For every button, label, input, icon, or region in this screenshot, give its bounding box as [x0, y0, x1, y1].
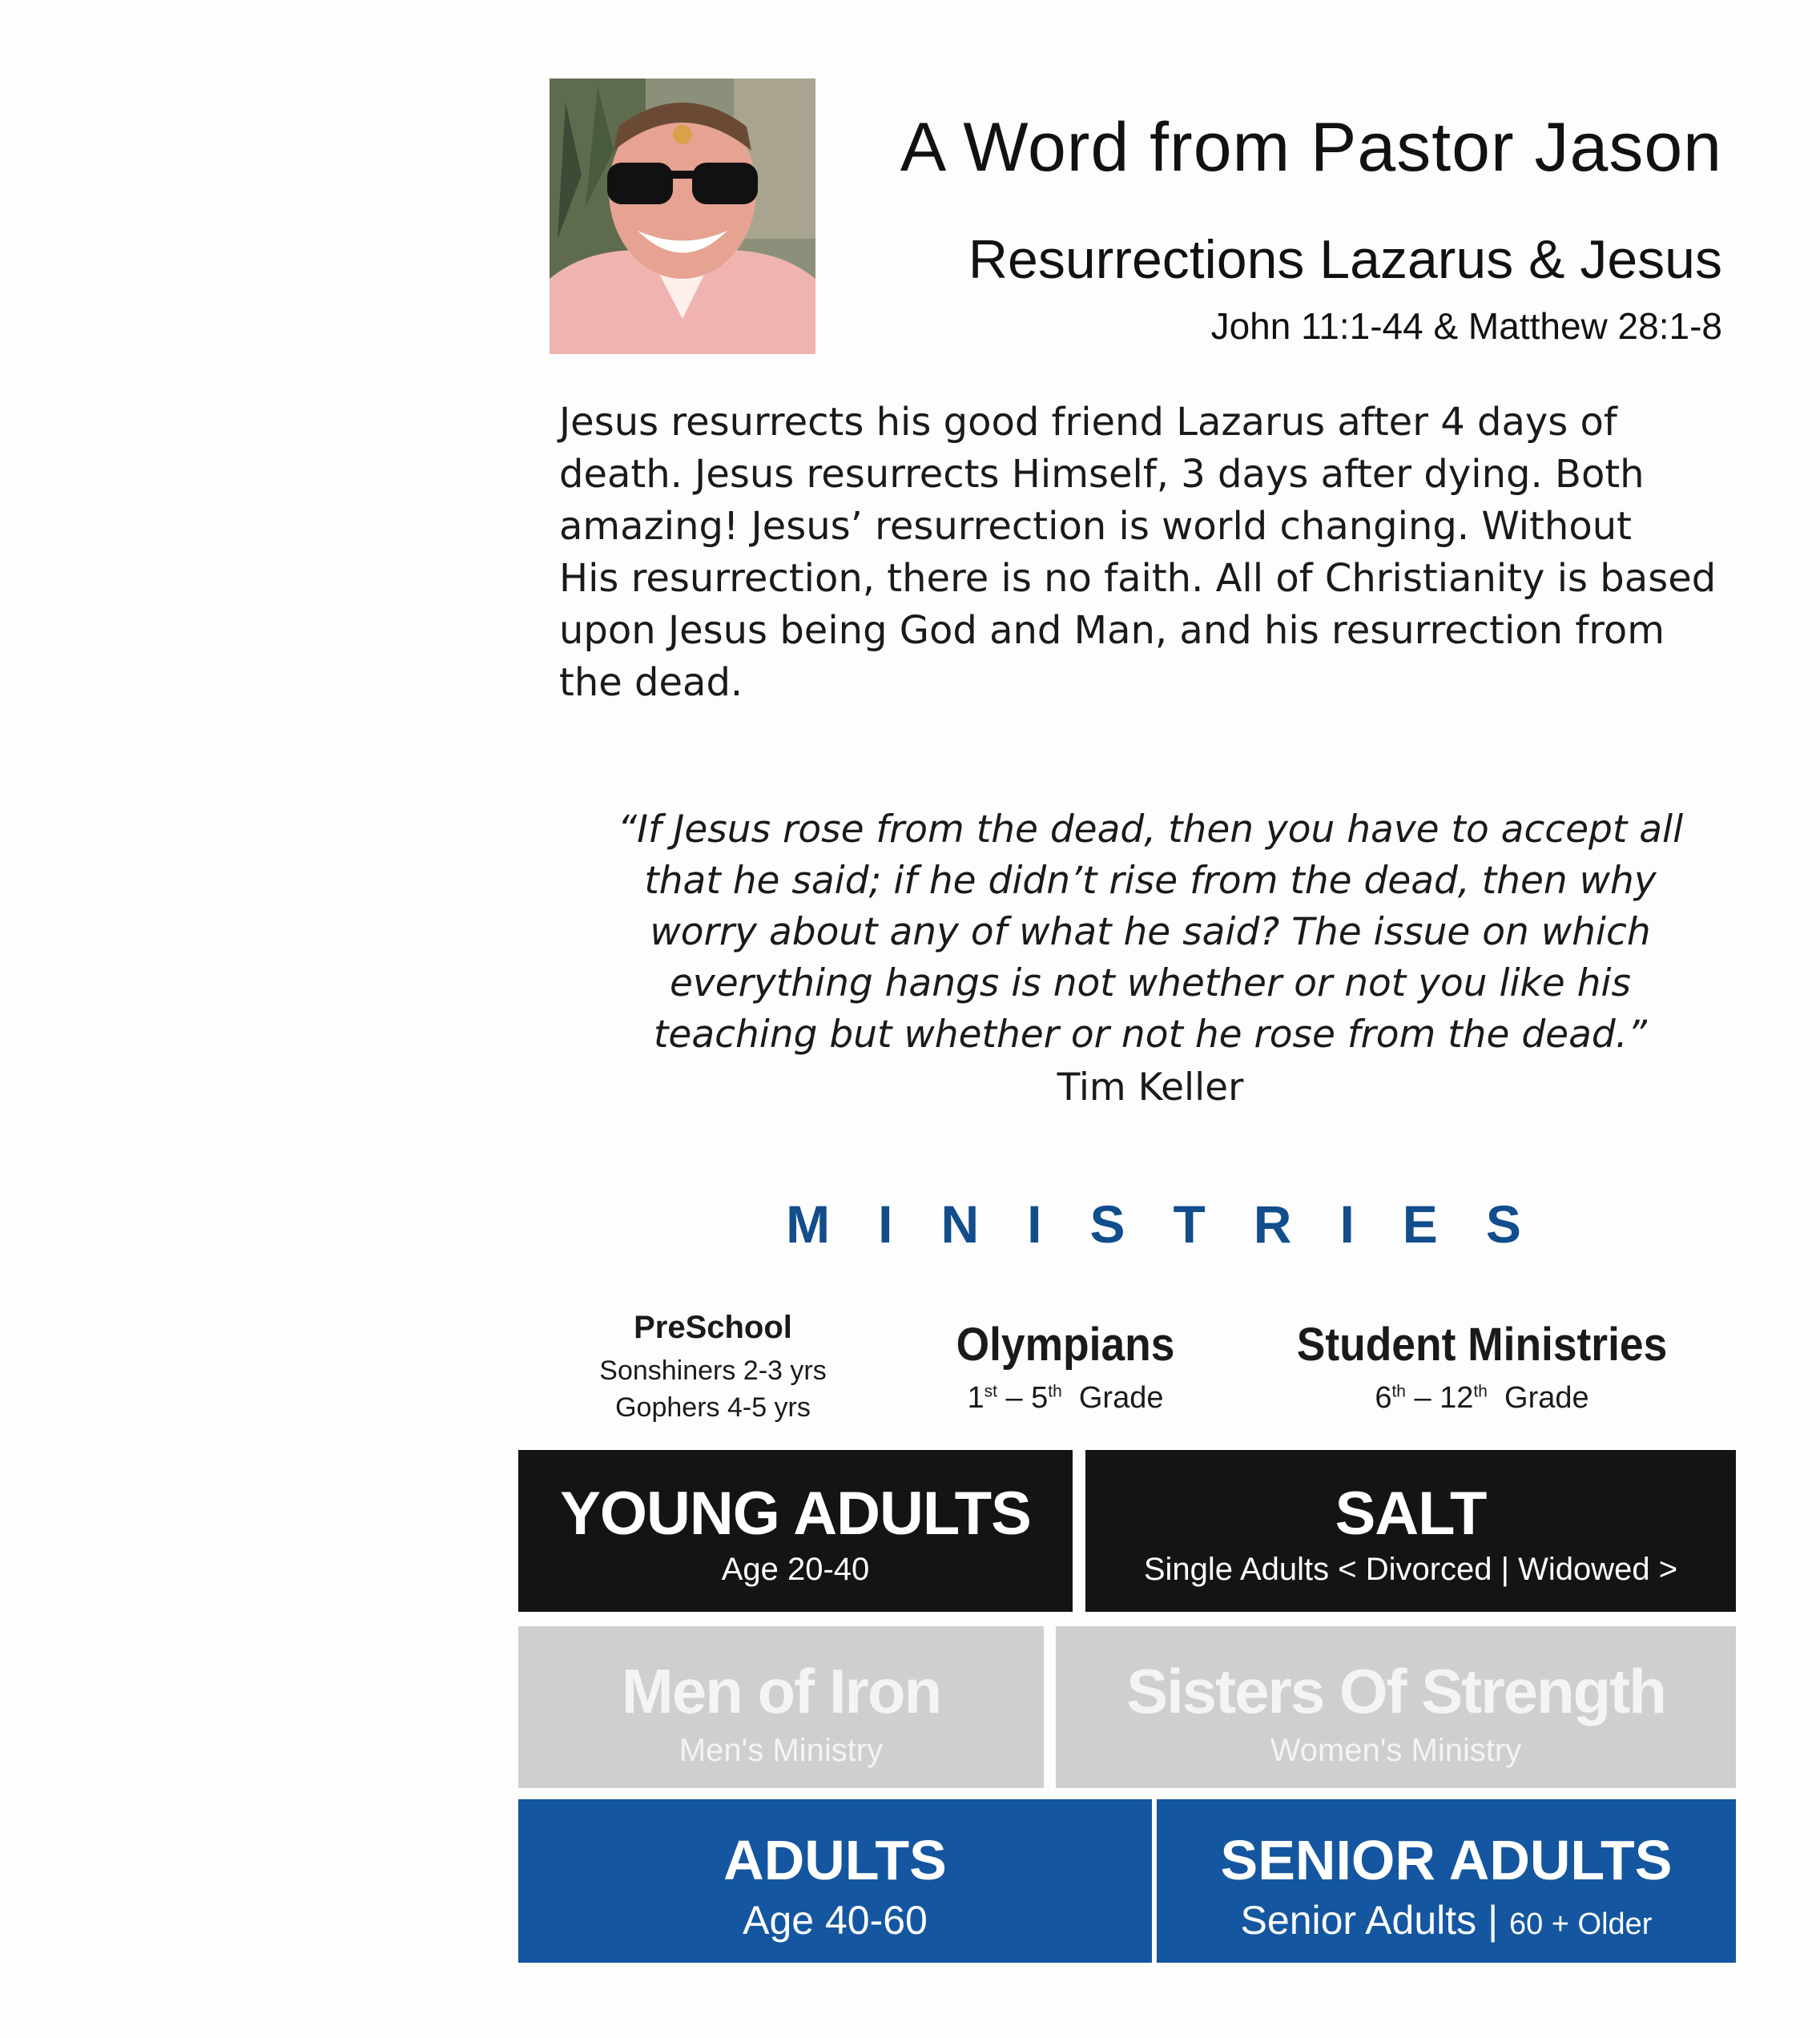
adults-card: [518, 1799, 1152, 1963]
card-title: Men of Iron: [621, 1656, 941, 1726]
card-title: SALT: [1335, 1480, 1487, 1548]
body-line: the dead.: [559, 660, 743, 705]
card-subtitle: Women's Ministry: [1270, 1733, 1522, 1768]
card-title: SENIOR ADULTS: [1220, 1829, 1673, 1891]
body-line: death. Jesus resurrects Himself, 3 days after dying. Both: [559, 452, 1645, 497]
card-subtitle: Men's Ministry: [678, 1733, 884, 1768]
men-of-iron-card: [518, 1626, 1044, 1788]
ministries-heading: MINISTRIES: [786, 1194, 1569, 1254]
body-line: upon Jesus being God and Man, and his resurrection from: [559, 608, 1665, 653]
preschool-title: PreSchool: [634, 1310, 792, 1345]
quote-line: everything hangs is not whether or not you like his: [670, 961, 1631, 1005]
preschool-ministry: [561, 1310, 865, 1426]
sermon-body: [559, 397, 1745, 709]
quote-line: worry about any of what he said? The issue on which: [650, 910, 1651, 954]
quote-line: “If Jesus rose from the dead, then you have to accept all: [617, 808, 1684, 852]
quote-author: Tim Keller: [1057, 1065, 1244, 1110]
body-line: His resurrection, there is no faith. All of Christianity is based: [559, 556, 1717, 601]
salt-card: [1085, 1450, 1736, 1612]
olympians-ministry: [905, 1318, 1226, 1416]
card-subtitle: Single Adults < Divorced | Widowed >: [1143, 1552, 1678, 1587]
young-adults-card: [518, 1450, 1073, 1612]
student-ministry: [1250, 1318, 1714, 1416]
card-subtitle: Age 40-60: [743, 1898, 928, 1943]
pastor-photo: [550, 79, 815, 354]
preschool-line: Gophers 4-5 yrs: [615, 1392, 811, 1423]
body-line: Jesus resurrects his good friend Lazarus after 4 days of: [559, 400, 1617, 445]
senior-adults-card: [1157, 1799, 1736, 1963]
student-grades: 6th – 12th Grade: [1375, 1381, 1589, 1415]
page-title: A Word from Pastor Jason: [900, 109, 1722, 186]
quote-line: teaching but whether or not he rose from the dead.”: [653, 1013, 1647, 1057]
card-title: Sisters Of Strength: [1126, 1656, 1665, 1726]
student-title: Student Ministries: [1296, 1319, 1668, 1371]
card-subtitle: Senior Adults | 60 + Older: [1240, 1898, 1653, 1943]
sermon-title: Resurrections Lazarus & Jesus: [968, 229, 1722, 290]
quote-line: that he said; if he didn’t rise from the dead, then why: [644, 859, 1657, 903]
olympians-title: Olympians: [956, 1319, 1175, 1371]
olympians-grades: 1st – 5th Grade: [967, 1381, 1164, 1415]
card-title: YOUNG ADULTS: [560, 1480, 1031, 1548]
quote: [559, 804, 1741, 1061]
scripture-reference: John 11:1-44 & Matthew 28:1-8: [1210, 305, 1722, 347]
card-title: ADULTS: [723, 1829, 947, 1891]
body-line: amazing! Jesus’ resurrection is world changing. Without: [559, 504, 1632, 549]
sisters-of-strength-card: [1056, 1626, 1736, 1788]
card-subtitle: Age 20-40: [721, 1552, 870, 1587]
preschool-line: Sonshiners 2-3 yrs: [599, 1355, 827, 1386]
